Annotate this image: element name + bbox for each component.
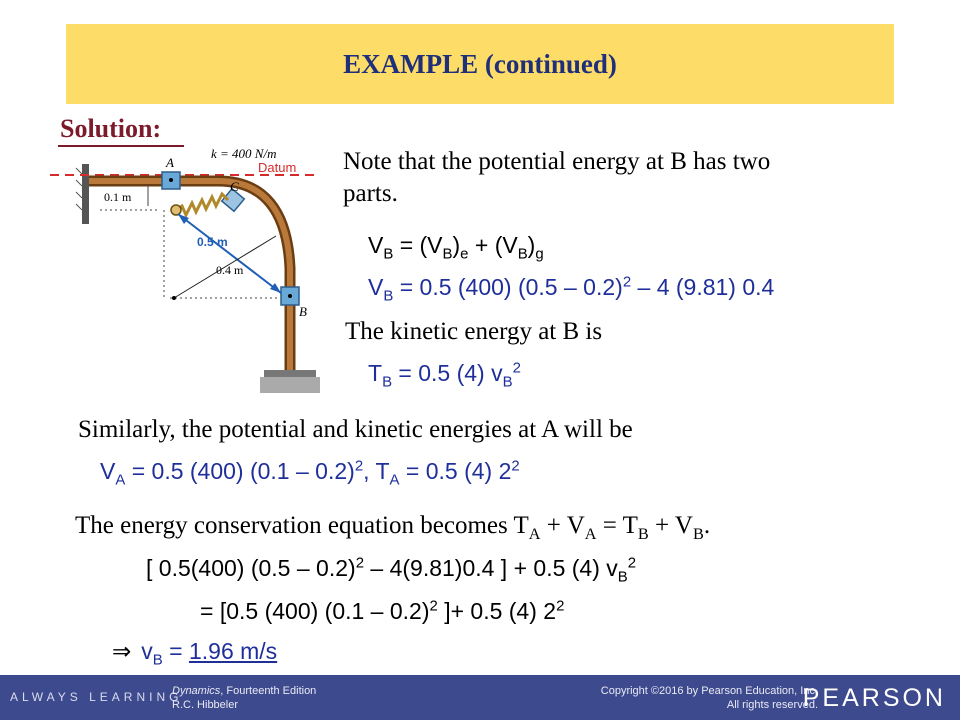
spring-pin [171,205,181,215]
va-ta-equation: $V_A = 0.5$ (400) (0.1 – 0.2)$^2$, $T_A = 0.5$ (4) $2^2$ [100,457,520,489]
label-c: C [230,179,239,194]
label-a: A [166,155,174,170]
book-edition: , Fourteenth Edition [220,685,317,697]
dim-05-arrow [178,214,281,293]
copyright-info [601,684,818,712]
implies-arrow-icon: ⇒ [112,638,132,664]
label-04m: 0.4 m [216,263,244,277]
always-learning-tagline: ALWAYS LEARNING [10,690,183,704]
answer-value: 1.96 m/s [188,638,278,664]
result-line: ⇒ $v_B = 1.96$ m/s [112,638,278,669]
floor-ground [260,377,320,393]
tb-equation: $T_B = 0.5$ (4) $v_B^2$ [368,359,521,391]
ke-intro: The kinetic energy at B is [345,318,603,345]
slide-title: EXAMPLE (continued) [343,48,617,79]
rod-spring-diagram [48,148,338,398]
book-title: Dynamics [172,685,221,697]
rights-line: All rights reserved. [726,699,818,711]
title-banner [66,24,894,104]
note-line-1: Note that the potential energy at B has two [343,148,771,175]
footer-bar [0,675,960,720]
vb-value-equation: $V_B = 0.5$ (400) (0.5 – 0.2)$^2$ – 4 (9.81) 0.4 [368,273,775,305]
solution-underline [58,145,184,147]
left-wall [82,164,89,224]
spring [176,194,228,215]
energy-equation-line-1: [ 0.5(400) (0.5 – 0.2)$^2$ – 4(9.81)0.4 ] + 0.5 (4) $v_B^2$ [146,554,637,586]
floor-base [264,370,316,377]
label-b: B [299,304,307,319]
label-01m: 0.1 m [104,190,132,204]
similarly-text: Similarly, the potential and kinetic energies at A will be [78,416,633,443]
note-line-2: parts. [343,180,398,207]
copyright-line: Copyright ©2016 by Pearson Education, Inc. [600,685,818,697]
label-datum: Datum [258,160,297,175]
pearson-logo: PEARSON [802,684,946,712]
solution-label: Solution: [60,114,162,143]
label-k: k = 400 N/m [211,148,277,161]
vb-parts-equation: $V_B = (V_B)_e + (V_B)_g$ [368,232,544,263]
conservation-text: The energy conservation equation becomes $T_A + V_A = T_B + V_B$. [75,512,711,543]
energy-equation-line-2: = [0.5 (400) (0.1 – 0.2)$^2$ ]+ 0.5 (4) $2^2$ [200,597,565,624]
book-author: R.C. Hibbeler [172,699,239,711]
book-info [172,684,316,712]
label-05m: 0.5 m [197,235,228,249]
